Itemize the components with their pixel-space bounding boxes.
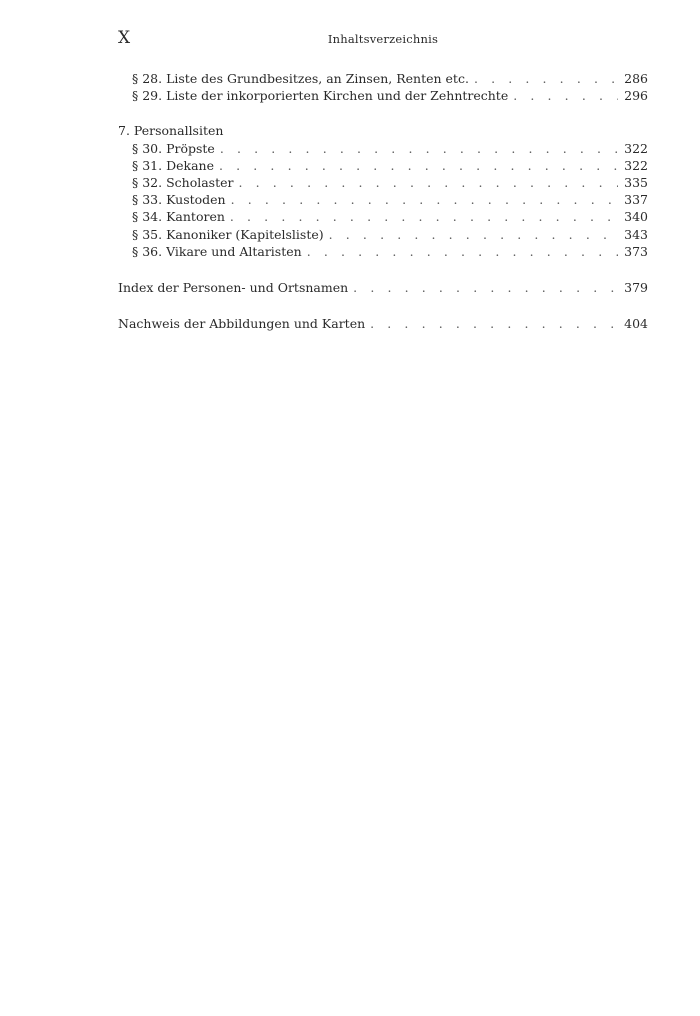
toc-entry-page: 335 — [624, 174, 648, 190]
toc-entry-32[interactable] — [118, 174, 648, 191]
dot-leader — [238, 174, 618, 191]
toc-entry-index[interactable] — [118, 279, 648, 296]
page-number: X — [118, 28, 131, 48]
running-head — [118, 28, 648, 50]
toc-entry-30[interactable] — [118, 140, 648, 157]
toc-entry-page: 296 — [624, 88, 648, 104]
toc-entry-label: § 30. Pröpste — [132, 140, 215, 156]
dot-leader — [230, 208, 618, 225]
dot-leader — [370, 315, 618, 332]
toc-entry-page: 404 — [624, 316, 648, 332]
toc-entry-page: 322 — [624, 157, 648, 173]
dot-leader — [219, 157, 618, 174]
dot-leader — [307, 243, 618, 260]
toc-entry-31[interactable] — [118, 157, 648, 174]
toc-entry-page: 322 — [624, 140, 648, 156]
toc-entry-29[interactable] — [118, 87, 648, 104]
dot-leader — [513, 87, 618, 104]
section-heading-personallisten[interactable]: 7. Personallsiten — [118, 123, 224, 139]
toc-entry-page: 373 — [624, 243, 648, 259]
dot-leader — [329, 226, 618, 243]
toc-entry-label: § 35. Kanoniker (Kapitelsliste) — [132, 226, 324, 242]
toc-entry-page: 379 — [624, 279, 648, 295]
toc-entry-label: § 29. Liste der inkorporierten Kirchen und der Zehntrechte — [132, 88, 509, 104]
dot-leader — [220, 140, 618, 157]
toc-entry-label: § 36. Vikare und Altaristen — [132, 243, 302, 259]
table-of-contents — [118, 70, 648, 332]
toc-entry-label: Index der Personen- und Ortsnamen — [118, 279, 349, 295]
toc-entry-36[interactable] — [118, 243, 648, 260]
dot-leader — [231, 191, 618, 208]
dot-leader — [474, 70, 618, 87]
toc-entry-page: 286 — [624, 71, 648, 86]
toc-entry-label: § 32. Scholaster — [132, 174, 234, 190]
toc-entry-label: § 33. Kustoden — [132, 192, 226, 208]
toc-entry-28[interactable] — [118, 70, 648, 87]
toc-entry-page: 343 — [624, 226, 648, 242]
toc-entry-35[interactable] — [118, 226, 648, 243]
toc-entry-label: § 31. Dekane — [132, 157, 214, 173]
toc-entry-page: 340 — [624, 209, 648, 225]
toc-entry-figures[interactable] — [118, 315, 648, 332]
toc-entry-label: § 28. Liste des Grundbesitzes, an Zinsen, Renten etc. — [132, 71, 469, 86]
toc-entry-page: 337 — [624, 192, 648, 208]
dot-leader — [353, 279, 618, 296]
toc-entry-34[interactable] — [118, 208, 648, 225]
spacer — [118, 296, 648, 315]
toc-entry-33[interactable] — [118, 191, 648, 208]
spacer — [118, 260, 648, 279]
running-title: Inhaltsverzeichnis — [327, 32, 439, 46]
toc-entry-label: § 34. Kantoren — [132, 209, 225, 225]
toc-entry-label: Nachweis der Abbildungen und Karten — [118, 316, 366, 332]
